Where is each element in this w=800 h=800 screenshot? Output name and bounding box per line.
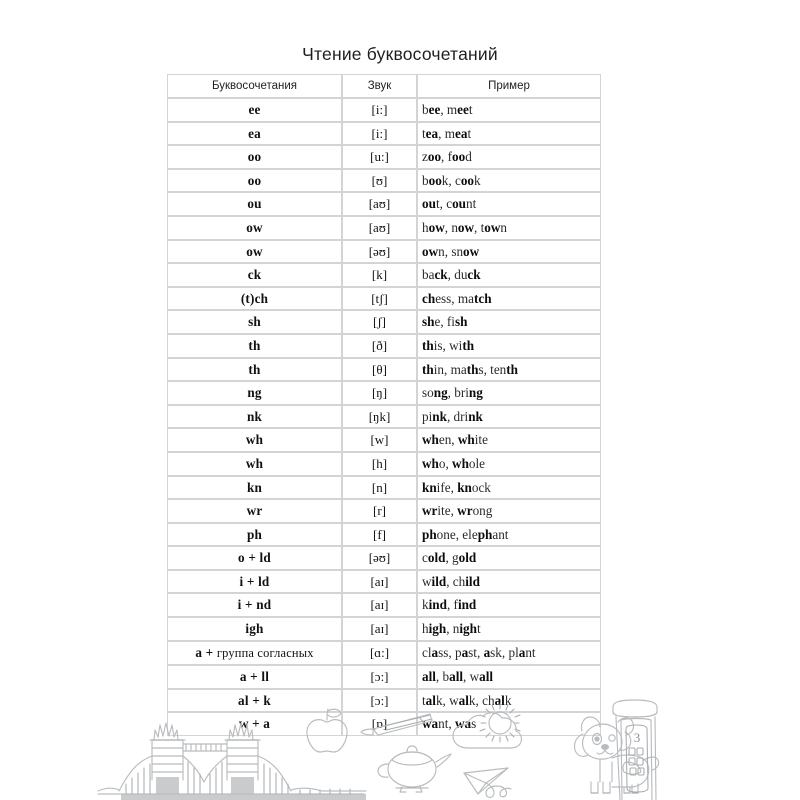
- cell-sound: [ɑ:]: [342, 641, 417, 666]
- table-row: [167, 665, 601, 689]
- cell-example: class, past, ask, plant: [417, 641, 601, 666]
- cell-example: write, wrong: [417, 499, 601, 523]
- cell-example: knife, knock: [417, 476, 601, 500]
- table-row: [167, 428, 601, 452]
- cell-sound: [w]: [342, 428, 417, 452]
- table-row: [167, 122, 601, 146]
- table-row: [167, 593, 601, 617]
- table-row: [167, 617, 601, 641]
- cell-combination: ee: [167, 98, 342, 122]
- cell-example: she, fish: [417, 310, 601, 334]
- cell-sound: [aʊ]: [342, 192, 417, 216]
- table-row: [167, 240, 601, 264]
- table-row: [167, 499, 601, 523]
- table-row: [167, 263, 601, 287]
- cell-example: phone, elephant: [417, 523, 601, 547]
- cell-sound: [h]: [342, 452, 417, 476]
- table-row: [167, 523, 601, 547]
- cell-sound: [əʊ]: [342, 546, 417, 570]
- cell-example: wild, child: [417, 570, 601, 594]
- cell-sound: [i:]: [342, 98, 417, 122]
- teapot-icon: [378, 746, 451, 792]
- table-row: [167, 287, 601, 311]
- cell-example: talk, walk, chalk: [417, 689, 601, 713]
- cell-combination: ow: [167, 216, 342, 240]
- cell-example: out, count: [417, 192, 601, 216]
- cell-sound: [k]: [342, 263, 417, 287]
- table-row: [167, 570, 601, 594]
- cell-sound: [tʃ]: [342, 287, 417, 311]
- cell-example: high, night: [417, 617, 601, 641]
- cell-example: thin, maths, tenth: [417, 358, 601, 382]
- column-header-combination: Буквосочетания: [167, 74, 342, 98]
- cell-combination: kn: [167, 476, 342, 500]
- table-row: [167, 145, 601, 169]
- table-row: [167, 452, 601, 476]
- letter-combinations-table: [167, 74, 601, 736]
- cell-sound: [ʊ]: [342, 169, 417, 193]
- table-body: [167, 98, 601, 736]
- cell-combination: ph: [167, 523, 342, 547]
- cell-example: zoo, food: [417, 145, 601, 169]
- cell-sound: [aɪ]: [342, 617, 417, 641]
- cell-sound: [ɒ]: [342, 712, 417, 736]
- column-header-sound: Звук: [342, 74, 417, 98]
- cell-sound: [əʊ]: [342, 240, 417, 264]
- cell-sound: [f]: [342, 523, 417, 547]
- cell-example: cold, gold: [417, 546, 601, 570]
- cell-combination: th: [167, 358, 342, 382]
- cell-sound: [aɪ]: [342, 570, 417, 594]
- cell-combination: sh: [167, 310, 342, 334]
- cell-example: who, whole: [417, 452, 601, 476]
- paper-plane-icon: [464, 768, 511, 797]
- cell-example: pink, drink: [417, 405, 601, 429]
- cell-example: bee, meet: [417, 98, 601, 122]
- table-row: [167, 98, 601, 122]
- cell-combination: ow: [167, 240, 342, 264]
- table-row: [167, 712, 601, 736]
- cell-combination: ou: [167, 192, 342, 216]
- table-row: [167, 546, 601, 570]
- cell-example: kind, find: [417, 593, 601, 617]
- cell-combination: a + группа согласных: [167, 641, 342, 666]
- table-row: [167, 405, 601, 429]
- cell-example: song, bring: [417, 381, 601, 405]
- cell-combination: al + k: [167, 689, 342, 713]
- cell-example: how, now, town: [417, 216, 601, 240]
- table-row: [167, 381, 601, 405]
- cell-sound: [ŋ]: [342, 381, 417, 405]
- table-row: [167, 358, 601, 382]
- page-title: Чтение буквосочетаний: [302, 44, 498, 64]
- cell-sound: [ɔ:]: [342, 665, 417, 689]
- table-header: [167, 74, 601, 98]
- cell-sound: [i:]: [342, 122, 417, 146]
- table-row: [167, 641, 601, 666]
- cell-combination: (t)ch: [167, 287, 342, 311]
- cell-sound: [ʃ]: [342, 310, 417, 334]
- table-row: [167, 310, 601, 334]
- cell-sound: [u:]: [342, 145, 417, 169]
- table-row: [167, 689, 601, 713]
- cell-example: book, cook: [417, 169, 601, 193]
- cell-combination: i + ld: [167, 570, 342, 594]
- cell-combination: a + ll: [167, 665, 342, 689]
- cell-sound: [ɔ:]: [342, 689, 417, 713]
- cell-combination: oo: [167, 169, 342, 193]
- cell-example: want, was: [417, 712, 601, 736]
- cell-sound: [r]: [342, 499, 417, 523]
- table-row: [167, 192, 601, 216]
- table-row: [167, 476, 601, 500]
- table-header-row: [167, 74, 601, 98]
- letter-combinations-table-container: [167, 74, 601, 736]
- cell-combination: wh: [167, 452, 342, 476]
- column-header-example: Пример: [417, 74, 601, 98]
- cell-sound: [aʊ]: [342, 216, 417, 240]
- table-row: [167, 169, 601, 193]
- cell-combination: igh: [167, 617, 342, 641]
- table-row: [167, 334, 601, 358]
- cell-example: own, snow: [417, 240, 601, 264]
- cell-combination: oo: [167, 145, 342, 169]
- cell-example: tea, meat: [417, 122, 601, 146]
- cell-sound: [ŋk]: [342, 405, 417, 429]
- cell-example: all, ball, wall: [417, 665, 601, 689]
- cell-combination: ea: [167, 122, 342, 146]
- cell-sound: [θ]: [342, 358, 417, 382]
- cell-example: chess, match: [417, 287, 601, 311]
- cell-example: when, white: [417, 428, 601, 452]
- cell-combination: wh: [167, 428, 342, 452]
- cell-example: back, duck: [417, 263, 601, 287]
- cell-combination: w + a: [167, 712, 342, 736]
- cell-combination: nk: [167, 405, 342, 429]
- cell-combination: ng: [167, 381, 342, 405]
- telephone-box-icon: [613, 700, 657, 800]
- telephone-box-number: 3: [633, 730, 641, 745]
- cell-combination: th: [167, 334, 342, 358]
- cell-combination: wr: [167, 499, 342, 523]
- cell-combination: o + ld: [167, 546, 342, 570]
- table-row: [167, 216, 601, 240]
- cell-example: this, with: [417, 334, 601, 358]
- cell-sound: [ð]: [342, 334, 417, 358]
- cell-sound: [n]: [342, 476, 417, 500]
- cell-combination: i + nd: [167, 593, 342, 617]
- cell-combination: ck: [167, 263, 342, 287]
- cell-sound: [aɪ]: [342, 593, 417, 617]
